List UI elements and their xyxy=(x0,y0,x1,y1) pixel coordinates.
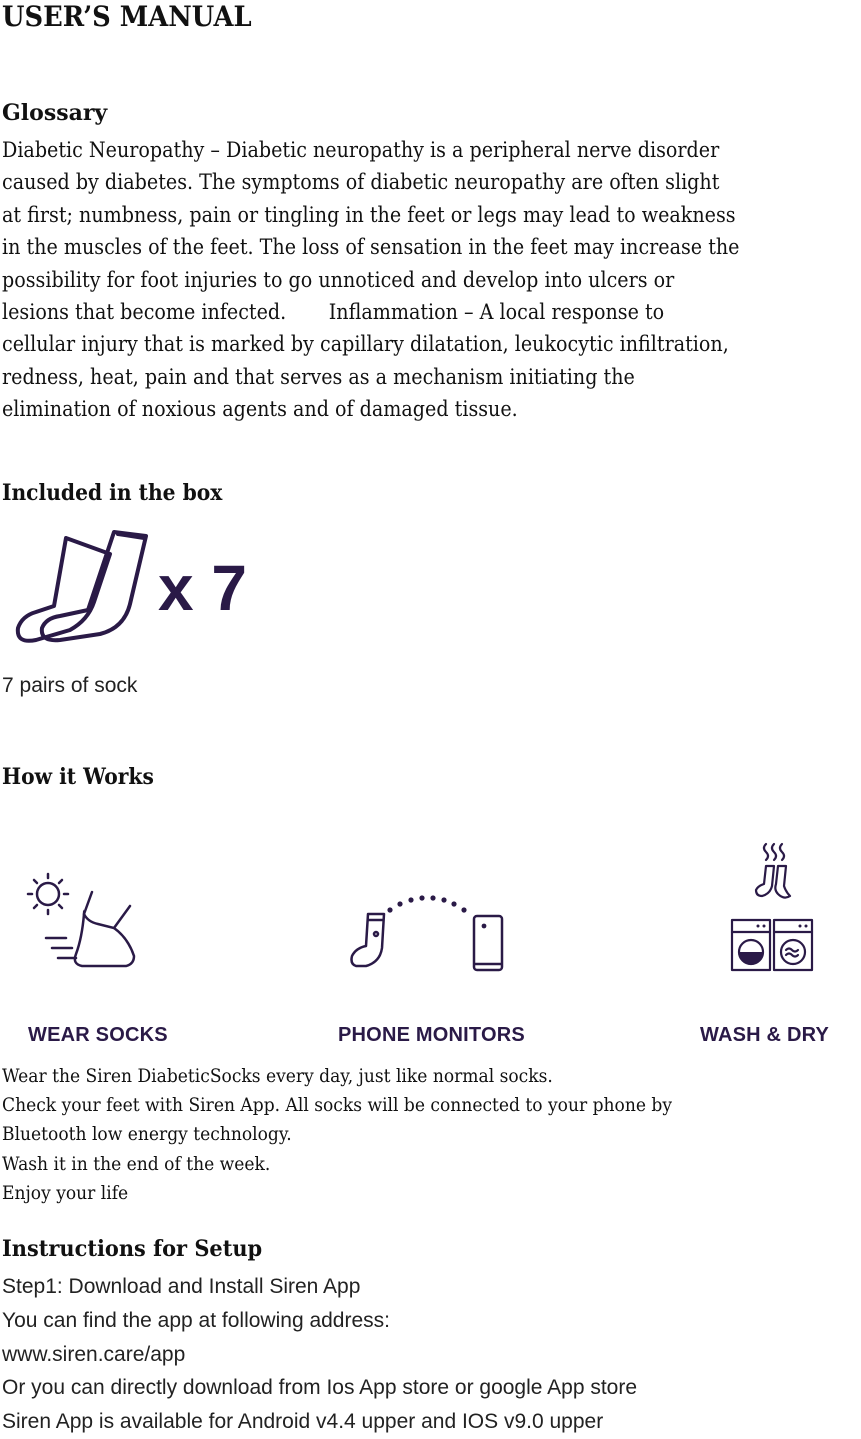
box-heading: Included in the box xyxy=(2,480,223,506)
setup-url: www.siren.care/app xyxy=(2,1342,186,1366)
setup-line: Or you can directly download from Ios App store or google App store xyxy=(2,1376,638,1400)
how-line: Enjoy your life xyxy=(2,1181,129,1204)
glossary-line: elimination of noxious agents and of damaged tissue. xyxy=(2,397,518,422)
setup-line: Step1: Download and Install Siren App xyxy=(2,1275,361,1298)
quantity-text: x 7 xyxy=(158,552,247,624)
how-line: Bluetooth low energy technology. xyxy=(2,1123,292,1146)
box-caption: 7 pairs of sock xyxy=(2,674,138,697)
how-heading: How it Works xyxy=(2,764,154,790)
how-line: Check your feet with Siren App. All socks will be connected to your phone by xyxy=(2,1094,673,1117)
step-label-wash-dry: WASH & DRY xyxy=(700,1024,830,1046)
step-label-wear-socks: WEAR SOCKS xyxy=(28,1024,168,1046)
glossary-line: lesions that become infected. Inflammation – A local response to xyxy=(2,300,665,325)
page-title: USER’S MANUAL xyxy=(2,0,252,33)
glossary-line: at first; numbness, pain or tingling in the feet or legs may lead to weakness xyxy=(2,202,736,227)
setup-line: Siren App is available for Android v4.4 upper and IOS v9.0 upper xyxy=(2,1410,604,1434)
setup-body xyxy=(2,1270,861,1439)
glossary-line: in the muscles of the feet. The loss of sensation in the feet may increase the xyxy=(2,235,740,260)
how-it-works-body xyxy=(2,1062,794,1208)
glossary-line: redness, heat, pain and that serves as a mechanism initiating the xyxy=(2,364,635,389)
glossary-line: possibility for foot injuries to go unnoticed and develop into ulcers or xyxy=(2,267,675,292)
glossary-body xyxy=(2,134,803,426)
glossary-line: Diabetic Neuropathy – Diabetic neuropathy is a peripheral nerve disorder xyxy=(2,138,720,162)
walking-shoe-sun-icon xyxy=(26,872,138,974)
socks-pair-icon xyxy=(8,524,268,648)
sock-to-phone-icon xyxy=(348,894,508,974)
glossary-heading: Glossary xyxy=(2,100,108,126)
setup-heading: Instructions for Setup xyxy=(2,1236,263,1262)
washing-machine-icon xyxy=(728,842,818,974)
step-label-phone-monitors: PHONE MONITORS xyxy=(338,1024,525,1046)
glossary-line: cellular injury that is marked by capillary dilatation, leukocytic infiltration, xyxy=(2,332,729,357)
socks-quantity-graphic xyxy=(8,524,268,648)
how-line: Wear the Siren DiabeticSocks every day, just like normal socks. xyxy=(2,1065,553,1087)
how-line: Wash it in the end of the week. xyxy=(2,1152,271,1175)
setup-line: You can find the app at following address: xyxy=(2,1308,390,1332)
glossary-line: caused by diabetes. The symptoms of diabetic neuropathy are often slight xyxy=(2,170,720,195)
